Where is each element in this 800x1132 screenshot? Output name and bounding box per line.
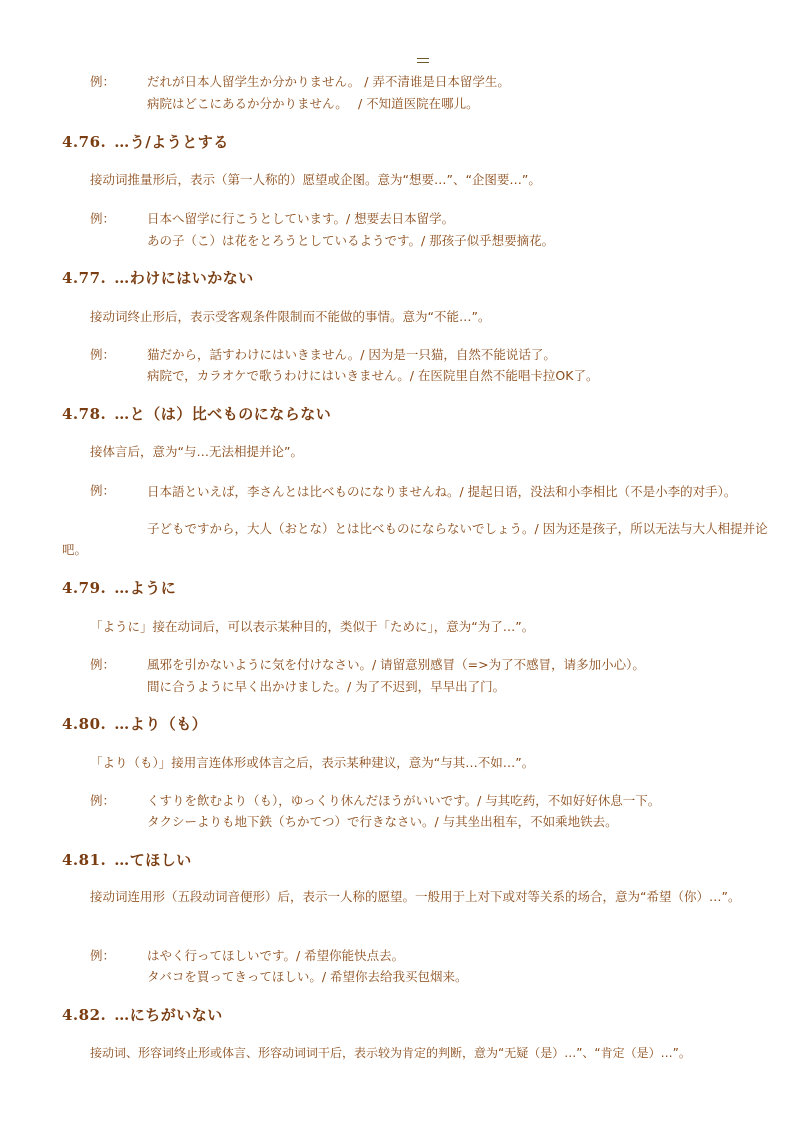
example-label: 例：: [90, 948, 116, 963]
example-line: タクシーよりも地下鉄（ちかてつ）で行きなさい。/ 与其坐出租车，不如乘地铁去。: [147, 814, 618, 829]
example-line: はやく行ってほしいです。/ 希望你能快点去。: [147, 948, 405, 963]
section-number: 4.79.: [62, 579, 107, 597]
section-number: 4.76.: [62, 133, 107, 151]
example-line: 病院はどこにあるか分かりません。 / 不知道医院在哪儿。: [147, 96, 479, 111]
example-line: 風邪を引かないように気を付けなさい。/ 请留意别感冒（=>为了不感冒，请多加小心）。: [147, 657, 645, 672]
example-label: 例：: [90, 211, 116, 226]
section-heading-4-81: [62, 849, 192, 870]
section-description: 接动词推量形后，表示（第一人称的）愿望或企图。意为“想要…”、“企图要…”。: [90, 172, 541, 187]
section-heading-4-77: [62, 267, 254, 288]
section-title: …わけにはいかない: [114, 269, 254, 287]
section-heading-4-78: [62, 403, 331, 424]
section-heading-4-82: [62, 1004, 223, 1025]
section-heading-4-76: [62, 131, 229, 152]
section-description: 接体言后，意为“与…无法相提并论”。: [90, 444, 303, 459]
section-title: …ように: [114, 579, 177, 597]
section-heading-4-80: [62, 713, 207, 734]
example-line: くすりを飲むより（も），ゆっくり休んだほうがいいです。/ 与其吃药，不如好好休息一下。: [147, 793, 661, 808]
section-heading-4-79: [62, 577, 176, 598]
example-line: 日本へ留学に行こうとしています。/ 想要去日本留学。: [147, 211, 455, 226]
example-label: 例：: [90, 793, 116, 808]
example-line: 日本語といえば，李さんとは比べものになりませんね。/ 提起日语，没法和小李相比（不是小李的对手）。: [147, 484, 737, 499]
example-line: 間に合うように早く出かけました。/ 为了不迟到，早早出了门。: [147, 679, 506, 694]
example-label: 例：: [90, 347, 116, 362]
example-line: あの子（こ）は花をとろうとしているようです。/ 那孩子似乎想要摘花。: [147, 233, 555, 248]
example-line: 病院で，カラオケで歌うわけにはいきません。/ 在医院里自然不能唱卡拉OK了。: [147, 368, 599, 383]
section-description: 接动词连用形（五段动词音便形）后，表示一人称的愿望。一般用于上对下或对等关系的场合，意为“希望（你）…”。: [90, 889, 741, 904]
section-number: 4.80.: [62, 715, 107, 733]
section-number: 4.78.: [62, 405, 107, 423]
page-header-mark: [417, 58, 429, 63]
section-description: 「ように」接在动词后，可以表示某种目的，类似于「ために」，意为“为了…”。: [90, 619, 535, 634]
example-line: タバコを買ってきってほしい。/ 希望你去给我买包烟来。: [147, 969, 468, 984]
example-line: 猫だから，話すわけにはいきません。/ 因为是一只猫，自然不能说话了。: [147, 347, 556, 362]
section-description: 「より（も）」接用言连体形或体言之后，表示某种建议，意为“与其…不如…”。: [90, 755, 535, 770]
section-title: …てほしい: [114, 851, 192, 869]
section-description: 接动词终止形后，表示受客观条件限制而不能做的事情。意为“不能…”。: [90, 309, 491, 324]
example-line: だれが日本人留学生か分かりません。 / 弄不清谁是日本留学生。: [147, 74, 510, 89]
section-description: 接动词、形容词终止形或体言、形容动词词干后，表示较为肯定的判断，意为“无疑（是）…”、“肯定（是）…”。: [90, 1046, 691, 1060]
section-title: …と（は）比べものにならない: [114, 405, 332, 423]
section-number: 4.77.: [62, 269, 107, 287]
section-number: 4.82.: [62, 1006, 107, 1024]
example-label: 例：: [90, 657, 116, 672]
example-label: 例：: [90, 483, 116, 498]
section-title: …より（も）: [114, 715, 208, 733]
section-title: …う/ようとする: [114, 133, 229, 151]
section-title: …にちがいない: [114, 1006, 223, 1024]
example-label: 例：: [90, 74, 116, 89]
section-number: 4.81.: [62, 851, 107, 869]
example-line: 子どもですから，大人（おとな）とは比べものにならないでしょう。/ 因为还是孩子，所以无法与大人相提并论吧。: [62, 521, 768, 557]
